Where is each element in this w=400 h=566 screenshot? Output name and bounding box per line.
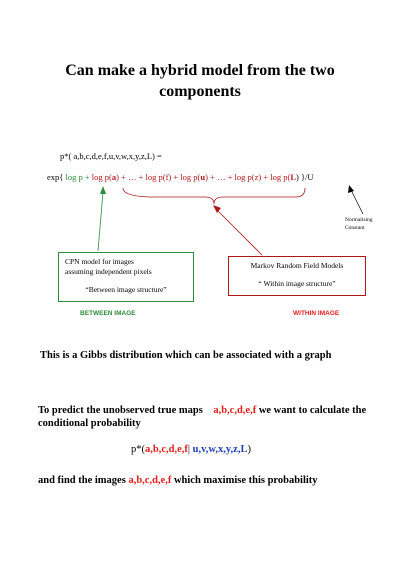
mrf-line1: Markov Random Field Models [250,261,344,270]
exp-open: exp{ [47,172,64,182]
mrf-line2: “ Within image structure” [258,279,336,288]
log-p-term: log p + [65,172,90,182]
normalising-constant-label [345,216,373,232]
log-pu-prefix: log p( [180,172,201,182]
cpn-line2: assuming independent pixels [65,267,152,276]
within-image-label: WITHIN IMAGE [293,310,340,317]
cpn-arrow-head [100,186,106,194]
normalising-arrow [351,190,363,214]
normalising-arrow-head [348,185,354,193]
cond-prefix: p*( [131,444,145,455]
mrf-arrow-head [213,205,221,213]
predict-prefix: To predict the unobserved true maps [38,405,203,416]
find-statement [38,474,378,487]
find-prefix: and find the images [38,475,126,486]
log-pu-suffix: ) + … + log p(z) + log p( [205,172,291,182]
log-pa-prefix: log p( [91,172,112,182]
cpn-model-box [58,252,194,302]
log-pa-var: a [111,172,117,182]
mrf-arrow [216,209,262,255]
cpn-line1: CPN model for images [65,257,134,266]
log-pu-var: u [200,172,206,182]
joint-probability-lhs: p*( a,b,c,d,e,f,u,v,w,x,y,z,L) = [60,151,162,161]
predict-suffix: we want to calculate the conditional probability [38,405,367,429]
mrf-brace [123,188,305,204]
normalising-line1: Normalising [345,217,373,223]
predict-statement [38,404,378,430]
gibbs-statement: This is a Gibbs distribution which can be associated with a graph [40,350,332,361]
normalising-line2: Constant [345,225,365,231]
cpn-arrow [98,192,103,251]
predict-vars: a,b,c,d,e,f [213,405,257,416]
between-image-label: BETWEEN IMAGE [80,310,136,317]
cond-vars-red: a,b,c,d,e,f [145,444,188,455]
find-vars: a,b,c,d,e,f [128,475,172,486]
find-suffix: which maximise this probability [173,475,318,486]
exp-close: ) }/U [295,172,314,182]
cpn-line3: “Between image structure” [85,285,167,294]
cond-suffix: ) [247,444,251,455]
cond-bar: | [187,444,190,455]
conditional-probability [131,444,251,455]
mrf-model-box [228,256,366,296]
log-pL-var: L [290,172,296,182]
slide-title: Can make a hybrid model from the two components [65,62,335,100]
log-pa-suffix: ) + … + log p(f) + [116,172,179,182]
cond-vars-blue: u,v,w,x,y,z,L [192,444,248,455]
